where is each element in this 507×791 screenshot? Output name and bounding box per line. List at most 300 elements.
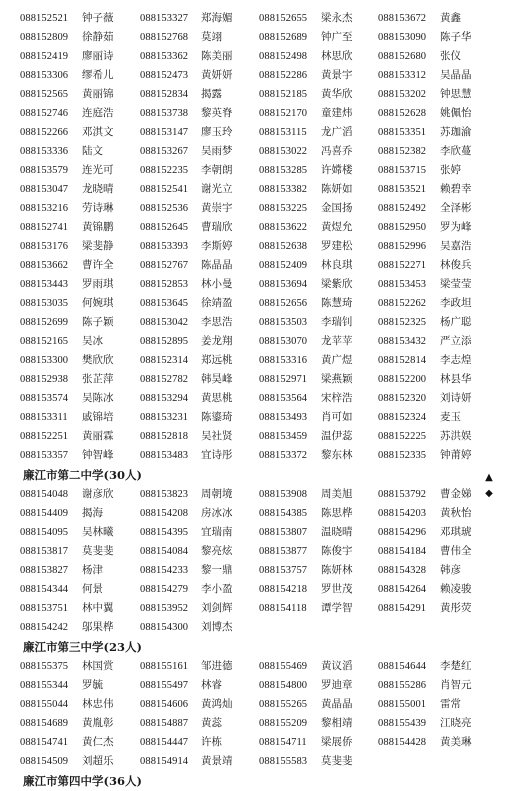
student-id: 088152782 [140, 374, 189, 385]
student-id: 088152185 [259, 89, 308, 100]
student-name: 韩彦 [440, 564, 461, 576]
student-id: 088154711 [259, 737, 307, 748]
student-name: 陈思桦 [321, 507, 353, 519]
student-name: 张婷 [440, 164, 461, 176]
student-id: 088153202 [378, 89, 427, 100]
list-row [5, 427, 475, 446]
student-id: 088153327 [140, 13, 189, 24]
student-name: 罗迪章 [321, 679, 353, 691]
student-name: 梁斐静 [82, 240, 114, 252]
student-name: 黄秋怡 [440, 507, 472, 519]
student-id: 088154203 [378, 508, 427, 519]
list-row [5, 523, 475, 542]
student-name: 林良琪 [321, 259, 353, 271]
student-name: 钟子薇 [82, 12, 114, 24]
student-name: 杨津 [82, 564, 103, 576]
student-id: 088154385 [259, 508, 308, 519]
student-id: 088155469 [259, 661, 308, 672]
student-id: 088152680 [378, 51, 427, 62]
student-name: 曹瑞欣 [201, 221, 233, 233]
student-name: 钟广至 [321, 31, 353, 43]
student-id: 088152498 [259, 51, 308, 62]
student-name: 黎东林 [321, 449, 353, 461]
student-name: 罗建松 [321, 240, 353, 252]
student-name: 罗为峰 [440, 221, 472, 233]
student-id: 088152165 [20, 336, 69, 347]
student-name: 宜诗彤 [201, 449, 233, 461]
student-name: 黄丽霖 [82, 430, 114, 442]
student-name: 李政坦 [440, 297, 472, 309]
list-row [5, 104, 475, 123]
student-name: 钟莆婷 [440, 449, 472, 461]
student-id: 088154428 [378, 737, 427, 748]
student-id: 088153176 [20, 241, 69, 252]
student-id: 088152741 [20, 222, 69, 233]
list-row [5, 256, 475, 275]
student-id: 088154344 [20, 584, 69, 595]
student-id: 088153231 [140, 412, 189, 423]
student-name: 吴嘉浩 [440, 240, 472, 252]
list-row [5, 28, 475, 47]
student-name: 谢彦欣 [82, 488, 114, 500]
student-name: 吴社贤 [201, 430, 233, 442]
student-name: 张仪 [440, 50, 461, 62]
list-row [5, 218, 475, 237]
student-id: 088154184 [378, 546, 427, 557]
student-name: 龙苹苹 [321, 335, 353, 347]
student-id: 088153312 [378, 70, 427, 81]
student-id: 088152170 [259, 108, 308, 119]
student-name: 梁燕颖 [321, 373, 353, 385]
student-name: 邓琪琥 [440, 526, 472, 538]
student-id: 088152409 [259, 260, 308, 271]
student-id: 088155001 [378, 699, 427, 710]
student-id: 088153672 [378, 13, 427, 24]
list-row [5, 332, 475, 351]
student-id: 088153351 [378, 127, 427, 138]
student-name: 陈妍如 [321, 183, 353, 195]
student-name: 陈子颖 [82, 316, 114, 328]
student-id: 088155044 [20, 699, 69, 710]
student-id: 088153564 [259, 393, 308, 404]
student-id: 088152656 [259, 298, 308, 309]
student-name: 揭海 [82, 507, 103, 519]
student-name: 黄鑫 [440, 12, 461, 24]
student-id: 088152541 [140, 184, 189, 195]
student-name: 廖丽诗 [82, 50, 114, 62]
list-row [5, 408, 475, 427]
student-id: 088153738 [140, 108, 189, 119]
student-name: 缪希儿 [82, 69, 114, 81]
student-name: 温伊蕊 [321, 430, 353, 442]
student-name: 郑远桃 [201, 354, 233, 366]
student-id: 088153792 [378, 489, 427, 500]
student-name: 陆文 [82, 145, 103, 157]
student-name: 劳诗琳 [82, 202, 114, 214]
student-id: 088153090 [378, 32, 427, 43]
student-id: 088152225 [378, 431, 427, 442]
student-name: 莫斐斐 [321, 755, 353, 767]
student-id: 088154279 [140, 584, 189, 595]
student-id: 088152628 [378, 108, 427, 119]
student-name: 黄崇宇 [201, 202, 233, 214]
student-id: 088154084 [140, 546, 189, 557]
list-row [5, 618, 475, 637]
student-id: 088153393 [140, 241, 189, 252]
student-id: 088155583 [259, 756, 308, 767]
student-id: 088153715 [378, 165, 427, 176]
student-id: 088153316 [259, 355, 308, 366]
student-id: 088152262 [378, 298, 427, 309]
student-id: 088153751 [20, 603, 69, 614]
student-name: 陈俊宇 [321, 545, 353, 557]
student-name: 韩昊峰 [201, 373, 233, 385]
student-id: 088152492 [378, 203, 427, 214]
list-row [5, 561, 475, 580]
student-name: 黄华欣 [321, 88, 353, 100]
student-name: 陈子华 [440, 31, 472, 43]
section-heading: 廉江市第二中学(30人) [23, 468, 142, 482]
student-id: 088154095 [20, 527, 69, 538]
student-id: 088153952 [140, 603, 189, 614]
student-id: 088155497 [140, 680, 189, 691]
list-row [5, 9, 475, 28]
student-name: 童建炜 [321, 107, 353, 119]
student-id: 088153877 [259, 546, 308, 557]
student-name: 雷常 [440, 698, 461, 710]
student-name: 黄议滔 [321, 660, 353, 672]
student-id: 088155265 [259, 699, 308, 710]
student-id: 088153579 [20, 165, 69, 176]
student-id: 088153336 [20, 146, 69, 157]
student-name: 林中翼 [82, 602, 114, 614]
student-name: 黄景靖 [201, 755, 233, 767]
student-id: 088153357 [20, 450, 69, 461]
student-id: 088153285 [259, 165, 308, 176]
student-name: 钟思慧 [440, 88, 472, 100]
list-row [5, 85, 475, 104]
list-row [5, 161, 475, 180]
student-id: 088153225 [259, 203, 308, 214]
student-name: 黄锦鹏 [82, 221, 114, 233]
diamond-icon: ◆ [485, 488, 493, 499]
list-row [5, 580, 475, 599]
list-row [5, 275, 475, 294]
list-row [5, 752, 475, 771]
student-id: 088152655 [259, 13, 308, 24]
student-name: 陈慧琦 [321, 297, 353, 309]
list-row [5, 351, 475, 370]
list-row [5, 446, 475, 465]
student-id: 088152938 [20, 374, 69, 385]
student-id: 088153311 [20, 412, 68, 423]
student-name: 黄丽锦 [82, 88, 114, 100]
student-name: 吴冰 [82, 335, 103, 347]
student-id: 088152996 [378, 241, 427, 252]
margin-marks [483, 470, 495, 502]
student-id: 088153022 [259, 146, 308, 157]
student-id: 088153216 [20, 203, 69, 214]
student-name: 黄仁杰 [82, 736, 114, 748]
student-id: 088152818 [140, 431, 189, 442]
student-name: 刘超乐 [82, 755, 114, 767]
student-name: 李欣蔓 [440, 145, 472, 157]
student-id: 088153694 [259, 279, 308, 290]
student-id: 088153574 [20, 393, 69, 404]
student-name: 李志煌 [440, 354, 472, 366]
student-id: 088153823 [140, 489, 189, 500]
student-id: 088154208 [140, 508, 189, 519]
student-name: 刘博杰 [201, 621, 233, 633]
student-id: 088154296 [378, 527, 427, 538]
student-name: 连庭浩 [82, 107, 114, 119]
student-name: 黄鸿灿 [201, 698, 233, 710]
student-id: 088152895 [140, 336, 189, 347]
student-name: 陈晶晶 [201, 259, 233, 271]
student-name: 陈妍林 [321, 564, 353, 576]
student-name: 徐靖盈 [201, 297, 233, 309]
student-id: 088154409 [20, 508, 69, 519]
student-id: 088152699 [20, 317, 69, 328]
student-name: 黎亮炫 [201, 545, 233, 557]
student-id: 088154218 [259, 584, 308, 595]
student-name: 何婉琪 [82, 297, 114, 309]
student-name: 金国扬 [321, 202, 353, 214]
student-id: 088153483 [140, 450, 189, 461]
student-id: 088153267 [140, 146, 189, 157]
student-id: 088155375 [20, 661, 69, 672]
student-id: 088153432 [378, 336, 427, 347]
student-name: 何景 [82, 583, 103, 595]
student-id: 088153757 [259, 565, 308, 576]
student-name: 罗毓 [82, 679, 103, 691]
student-id: 088154914 [140, 756, 189, 767]
student-id: 088153521 [378, 184, 427, 195]
student-id: 088152536 [140, 203, 189, 214]
student-name: 揭露 [201, 88, 222, 100]
student-id: 088155439 [378, 718, 427, 729]
student-id: 088153115 [259, 127, 307, 138]
list-row [5, 123, 475, 142]
triangle-up-icon: ▲ [485, 472, 493, 483]
student-name: 宋梓浩 [321, 392, 353, 404]
student-name: 连光可 [82, 164, 114, 176]
student-id: 088153645 [140, 298, 189, 309]
student-name: 黄广煜 [321, 354, 353, 366]
student-name: 肖智元 [440, 679, 472, 691]
student-name: 李斯婷 [201, 240, 233, 252]
student-id: 088153459 [259, 431, 308, 442]
student-id: 088152200 [378, 374, 427, 385]
student-id: 088152746 [20, 108, 69, 119]
student-id: 088155286 [378, 680, 427, 691]
student-id: 088154242 [20, 622, 69, 633]
student-name: 郑海媚 [201, 12, 233, 24]
student-id: 088152324 [378, 412, 427, 423]
student-name: 曹金娣 [440, 488, 472, 500]
student-id: 088152314 [140, 355, 189, 366]
student-name: 林忠伟 [82, 698, 114, 710]
student-name: 温晓晴 [321, 526, 353, 538]
student-id: 088153070 [259, 336, 308, 347]
student-id: 088154689 [20, 718, 69, 729]
list-row [5, 542, 475, 561]
student-id: 088152767 [140, 260, 189, 271]
student-id: 088153035 [20, 298, 69, 309]
student-name: 谭学智 [321, 602, 353, 614]
student-name: 莫斐斐 [82, 545, 114, 557]
student-name: 张芷萍 [82, 373, 114, 385]
student-id: 088152266 [20, 127, 69, 138]
student-name: 廖玉玲 [201, 126, 233, 138]
student-name: 陈美丽 [201, 50, 233, 62]
student-id: 088152853 [140, 279, 189, 290]
student-name: 赖碧幸 [440, 183, 472, 195]
student-id: 088154048 [20, 489, 69, 500]
student-name: 李朝朗 [201, 164, 233, 176]
student-id: 088152565 [20, 89, 69, 100]
student-name: 黄景宇 [321, 69, 353, 81]
student-id: 088155209 [259, 718, 308, 729]
student-name: 李瑞钊 [321, 316, 353, 328]
list-row [5, 294, 475, 313]
student-name: 姚佩怡 [440, 107, 472, 119]
student-name: 樊欣欣 [82, 354, 114, 366]
student-name: 肖可如 [321, 411, 353, 423]
list-row [5, 47, 475, 66]
student-name: 苏珈渝 [440, 126, 472, 138]
student-id: 088154328 [378, 565, 427, 576]
student-name: 黄彤荧 [440, 602, 472, 614]
student-id: 088152971 [259, 374, 308, 385]
student-id: 088154291 [378, 603, 427, 614]
student-id: 088152382 [378, 146, 427, 157]
student-name: 龙晓晴 [82, 183, 114, 195]
student-id: 088154118 [259, 603, 307, 614]
student-id: 088152325 [378, 317, 427, 328]
student-name: 杨广聪 [440, 316, 472, 328]
student-name: 黄蕊 [201, 717, 222, 729]
list-row [5, 657, 475, 676]
student-name: 黄思桃 [201, 392, 233, 404]
student-name: 黄妍妍 [201, 69, 233, 81]
student-name: 黎一鼎 [201, 564, 233, 576]
student-id: 088153306 [20, 70, 69, 81]
list-row [5, 370, 475, 389]
student-name: 宜瑞南 [201, 526, 233, 538]
student-id: 088153662 [20, 260, 69, 271]
student-name: 吴晶晶 [440, 69, 472, 81]
student-name: 黎英脊 [201, 107, 233, 119]
student-id: 088154395 [140, 527, 189, 538]
student-name: 许栋 [201, 736, 222, 748]
student-name: 梁莹莹 [440, 278, 472, 290]
student-name: 严立添 [440, 335, 472, 347]
list-row [5, 199, 475, 218]
student-name: 吴雨梦 [201, 145, 233, 157]
student-id: 088153147 [140, 127, 189, 138]
student-id: 088152768 [140, 32, 189, 43]
student-name: 刘剑辉 [201, 602, 233, 614]
student-id: 088152335 [378, 450, 427, 461]
student-name: 谢光立 [201, 183, 233, 195]
student-id: 088154447 [140, 737, 189, 748]
student-id: 088155161 [140, 661, 189, 672]
student-id: 088154300 [140, 622, 189, 633]
student-name: 梁紫欣 [321, 278, 353, 290]
student-name: 邬果桦 [82, 621, 114, 633]
student-name: 周美旭 [321, 488, 353, 500]
student-id: 088152286 [259, 70, 308, 81]
list-row [5, 180, 475, 199]
student-id: 088154741 [20, 737, 69, 748]
student-name: 赖凌骏 [440, 583, 472, 595]
student-id: 088153503 [259, 317, 308, 328]
list-row [5, 142, 475, 161]
student-id: 088154509 [20, 756, 69, 767]
student-id: 088153443 [20, 279, 69, 290]
student-id: 088154606 [140, 699, 189, 710]
student-id: 088153817 [20, 546, 69, 557]
student-name: 林县华 [440, 373, 472, 385]
student-name: 黎相靖 [321, 717, 353, 729]
student-id: 088152950 [378, 222, 427, 233]
student-id: 088154887 [140, 718, 189, 729]
list-row [5, 676, 475, 695]
student-name: 吴陈冰 [82, 392, 114, 404]
student-id: 088152638 [259, 241, 308, 252]
student-id: 088155344 [20, 680, 69, 691]
student-id: 088153372 [259, 450, 308, 461]
student-id: 088152251 [20, 431, 69, 442]
student-id: 088152473 [140, 70, 189, 81]
student-id: 088152809 [20, 32, 69, 43]
student-name: 林思欣 [321, 50, 353, 62]
student-name: 黄晶晶 [321, 698, 353, 710]
student-name: 许嫦楼 [321, 164, 353, 176]
list-row [5, 714, 475, 733]
student-name: 罗雨琪 [82, 278, 114, 290]
student-id: 088154233 [140, 565, 189, 576]
student-id: 088152834 [140, 89, 189, 100]
student-name: 麦玉 [440, 411, 461, 423]
student-name: 罗世茂 [321, 583, 353, 595]
student-name: 江晓亮 [440, 717, 472, 729]
student-name: 邹进德 [201, 660, 233, 672]
student-id: 088154800 [259, 680, 308, 691]
list-row [5, 237, 475, 256]
student-name: 房冰冰 [201, 507, 233, 519]
student-name: 黄煜允 [321, 221, 353, 233]
student-name: 曹许全 [82, 259, 114, 271]
student-name: 钟智峰 [82, 449, 114, 461]
list-row [5, 313, 475, 332]
section-heading: 廉江市第四中学(36人) [23, 774, 142, 788]
student-name: 苏洪娱 [440, 430, 472, 442]
student-id: 088152814 [378, 355, 427, 366]
student-id: 088153047 [20, 184, 69, 195]
student-name: 李楚红 [440, 660, 472, 672]
student-name: 林小曼 [201, 278, 233, 290]
student-name: 姜龙翔 [201, 335, 233, 347]
student-id: 088153908 [259, 489, 308, 500]
student-id: 088152645 [140, 222, 189, 233]
student-name: 吴林曦 [82, 526, 114, 538]
student-name: 黄美琳 [440, 736, 472, 748]
student-name: 林睿 [201, 679, 222, 691]
student-name: 全泽彬 [440, 202, 472, 214]
student-name: 林国赏 [82, 660, 114, 672]
